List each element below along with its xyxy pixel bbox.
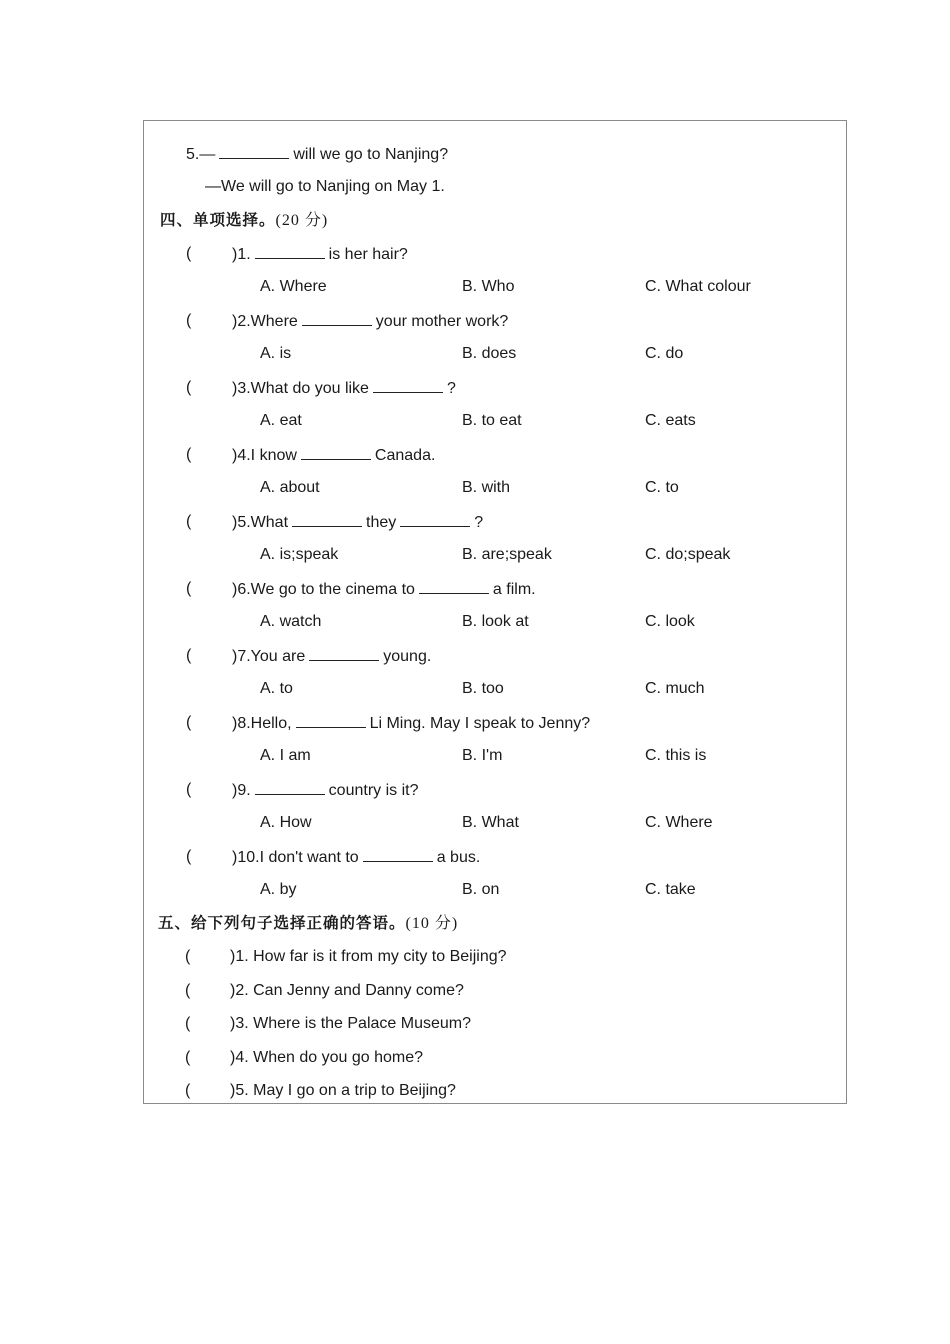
question-text: ? <box>446 380 456 397</box>
answer-blank[interactable] <box>400 512 470 527</box>
answer-blank[interactable] <box>255 244 325 259</box>
answer-paren[interactable]: ( <box>186 714 192 731</box>
question-9 <box>232 780 418 801</box>
option-c[interactable]: C. to <box>645 479 679 496</box>
option-a[interactable]: A. How <box>260 814 312 831</box>
question-text: a bus. <box>436 849 481 866</box>
option-b[interactable]: B. with <box>462 479 511 496</box>
answer-paren[interactable]: ( <box>186 245 192 262</box>
question-text: Where <box>250 313 298 330</box>
option-b[interactable]: B. look at <box>462 613 529 630</box>
option-a[interactable]: A. about <box>260 479 320 496</box>
option-a[interactable]: A. is <box>260 345 292 362</box>
question-3 <box>232 378 456 399</box>
answer-paren[interactable]: ( <box>186 312 192 329</box>
option-a[interactable]: A. I am <box>260 747 311 764</box>
answer-blank[interactable] <box>309 646 379 661</box>
question-number: )1. <box>232 246 251 263</box>
question-text: Canada. <box>374 447 436 464</box>
option-c[interactable]: C. look <box>645 613 695 630</box>
answer-paren[interactable]: ( <box>186 848 192 865</box>
option-c[interactable]: C. this is <box>645 747 707 764</box>
question-5 <box>232 512 483 533</box>
option-a[interactable]: A. eat <box>260 412 302 429</box>
answer-paren[interactable]: ( <box>185 1049 191 1066</box>
question-text: will we go to Nanjing? <box>293 146 449 163</box>
question-number: )9. <box>232 782 251 799</box>
question-number: )2. <box>232 313 251 330</box>
answer-paren[interactable]: ( <box>185 982 191 999</box>
option-a[interactable]: A. watch <box>260 613 322 630</box>
option-c[interactable]: C. do <box>645 345 684 362</box>
reply-question-3: )3. Where is the Palace Museum? <box>230 1015 471 1032</box>
question-text: a film. <box>492 581 536 598</box>
question-text: they <box>366 514 397 531</box>
answer-blank[interactable] <box>255 780 325 795</box>
option-a[interactable]: A. to <box>260 680 293 697</box>
option-b[interactable]: B. to eat <box>462 412 522 429</box>
answer-paren[interactable]: ( <box>186 379 192 396</box>
option-c[interactable]: C. much <box>645 680 705 697</box>
option-b[interactable]: B. What <box>462 814 519 831</box>
question-4 <box>232 445 435 466</box>
question-number: )10. <box>232 849 260 866</box>
reply-question-4: )4. When do you go home? <box>230 1049 424 1066</box>
reply-question-5: )5. May I go on a trip to Beijing? <box>230 1082 456 1099</box>
section-title: 五、给下列句子选择正确的答语。 <box>158 914 406 932</box>
answer-paren[interactable]: ( <box>186 580 192 597</box>
option-b[interactable]: B. are;speak <box>462 546 552 563</box>
answer-paren[interactable]: ( <box>186 513 192 530</box>
question-number: )5. <box>232 514 251 531</box>
question-6 <box>232 579 536 600</box>
question-text: ? <box>474 514 484 531</box>
question-number: )6. <box>232 581 251 598</box>
question-text: I don't want to <box>259 849 359 866</box>
section-5-heading <box>158 913 458 934</box>
option-a[interactable]: A. Where <box>260 278 327 295</box>
option-b[interactable]: B. on <box>462 881 500 898</box>
question-text: We go to the cinema to <box>250 581 415 598</box>
answer-paren[interactable]: ( <box>186 446 192 463</box>
answer-blank[interactable] <box>363 847 433 862</box>
question-10 <box>232 847 480 868</box>
question-7 <box>232 646 431 667</box>
reply-question-1: )1. How far is it from my city to Beijing? <box>230 948 507 965</box>
answer-blank[interactable] <box>296 713 366 728</box>
question-text: What <box>250 514 289 531</box>
answer-paren[interactable]: ( <box>185 1082 191 1099</box>
answer-blank[interactable] <box>419 579 489 594</box>
option-a[interactable]: A. by <box>260 881 297 898</box>
option-c[interactable]: C. take <box>645 881 696 898</box>
question-1 <box>232 244 408 265</box>
answer-paren[interactable]: ( <box>186 781 192 798</box>
option-c[interactable]: C. Where <box>645 814 713 831</box>
question-number: )7. <box>232 648 251 665</box>
question-text: is her hair? <box>328 246 408 263</box>
option-c[interactable]: C. What colour <box>645 278 751 295</box>
answer-blank[interactable] <box>302 311 372 326</box>
answer-paren[interactable]: ( <box>186 647 192 664</box>
question-text: You are <box>250 648 306 665</box>
answer-paren[interactable]: ( <box>185 1015 191 1032</box>
answer-paren[interactable]: ( <box>185 948 191 965</box>
question-text: young. <box>383 648 432 665</box>
question-text: What do you like <box>250 380 369 397</box>
question-text: Li Ming. May I speak to Jenny? <box>369 715 591 732</box>
question-text: Hello, <box>250 715 292 732</box>
option-a[interactable]: A. is;speak <box>260 546 339 563</box>
answer-blank[interactable] <box>301 445 371 460</box>
question-number: 5.— <box>186 146 216 163</box>
answer-blank[interactable] <box>292 512 362 527</box>
section-score: (10 分) <box>405 915 459 932</box>
question-2 <box>232 311 508 332</box>
option-c[interactable]: C. do;speak <box>645 546 731 563</box>
answer-blank[interactable] <box>219 144 289 159</box>
question-5-answer: —We will go to Nanjing on May 1. <box>205 178 445 195</box>
question-8 <box>232 713 590 734</box>
section-4-heading <box>160 210 328 231</box>
question-5-prompt <box>186 144 448 165</box>
reply-question-2: )2. Can Jenny and Danny come? <box>230 982 464 999</box>
question-number: )3. <box>232 380 251 397</box>
section-title: 四、单项选择。 <box>160 211 276 229</box>
answer-blank[interactable] <box>373 378 443 393</box>
option-b[interactable]: B. Who <box>462 278 515 295</box>
question-number: )4. <box>232 447 251 464</box>
question-text: I know <box>250 447 297 464</box>
option-b[interactable]: B. I'm <box>462 747 503 764</box>
option-c[interactable]: C. eats <box>645 412 696 429</box>
question-text: your mother work? <box>375 313 509 330</box>
option-b[interactable]: B. does <box>462 345 517 362</box>
question-number: )8. <box>232 715 251 732</box>
option-b[interactable]: B. too <box>462 680 504 697</box>
question-text: country is it? <box>328 782 419 799</box>
section-score: (20 分) <box>275 212 329 229</box>
